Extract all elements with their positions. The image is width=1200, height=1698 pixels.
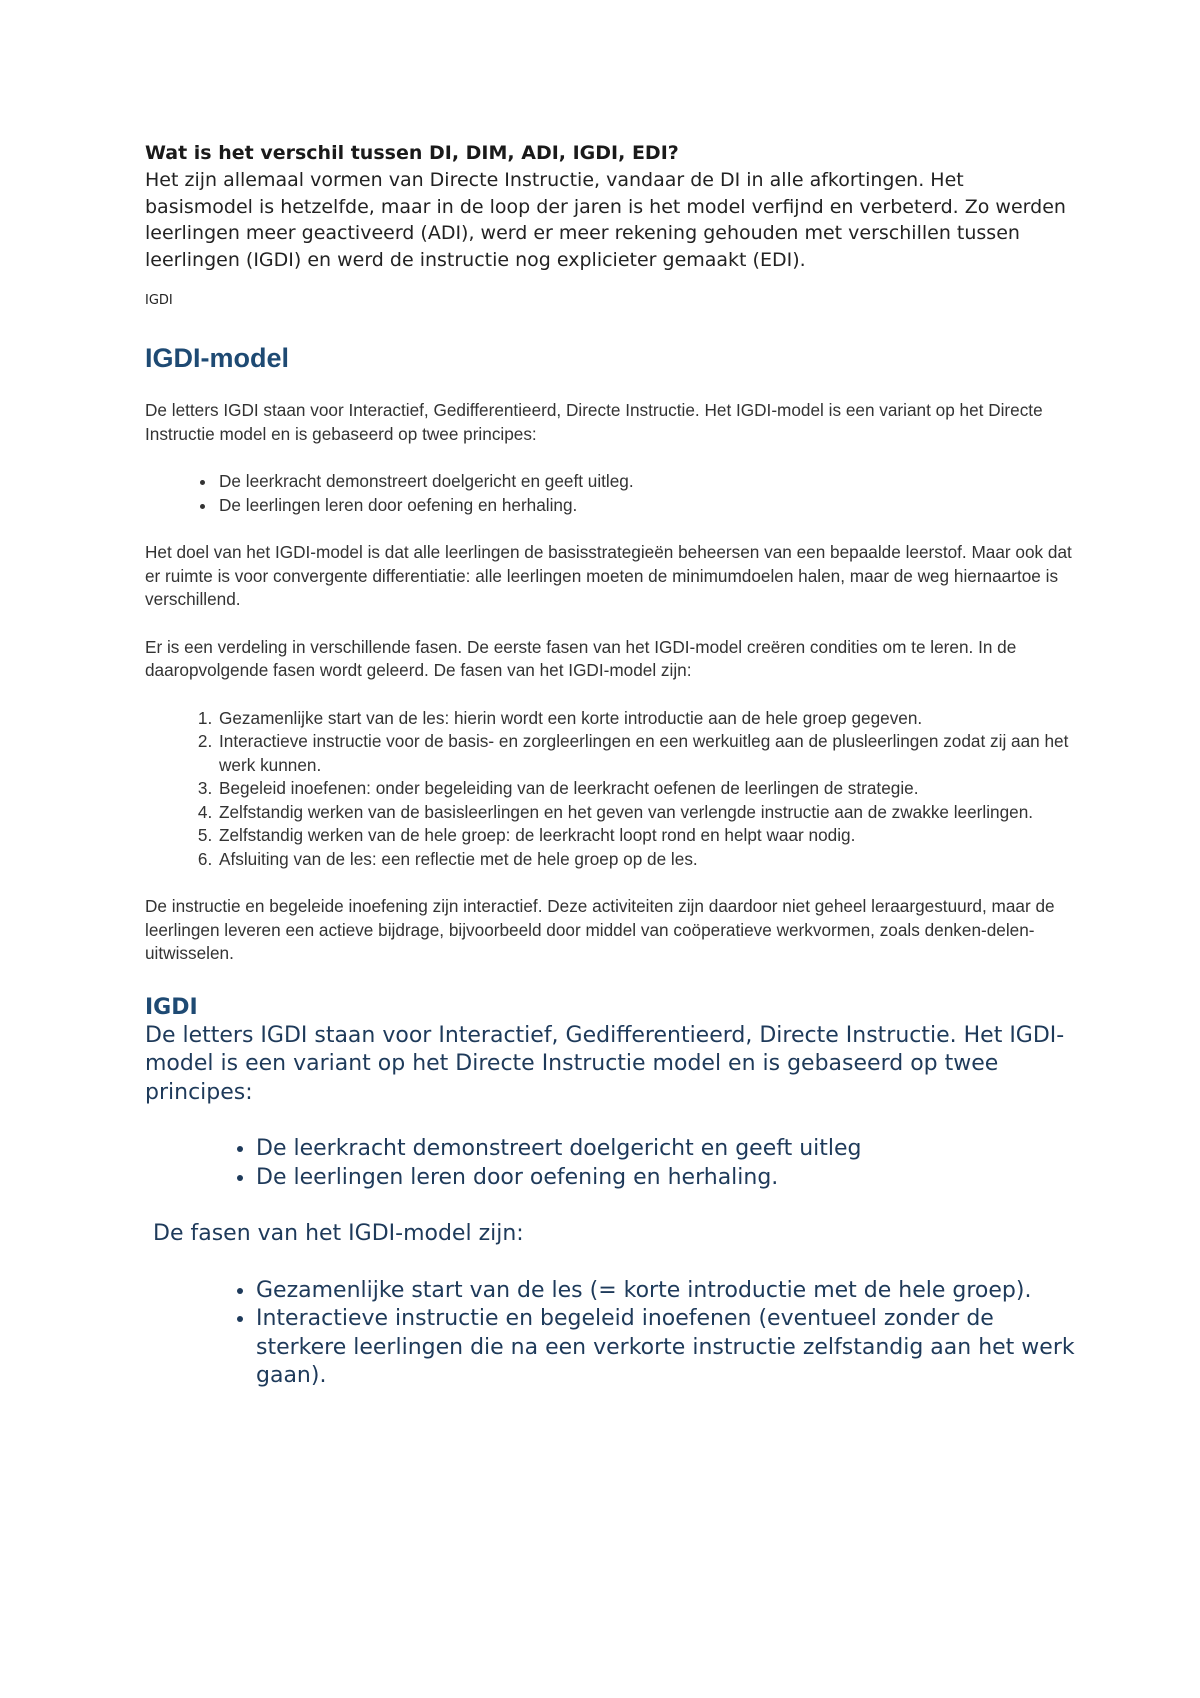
list-item: • Interactieve instructie en begeleid inoefenen (eventueel zonder de sterkere leerlingen die na een verkorte instructie zelfstandig aan het werk gaan). [256,1305,1075,1391]
summary-phases-label: De fasen van het IGDI-model zijn: [153,1221,524,1246]
igdi-model-heading: IGDI-model [145,343,290,373]
list-item: 6. Afsluiting van de les: een reflectie met de hele groep op de les. [217,848,1075,872]
list-item: 2. Interactieve instructie voor de basis- en zorgleerlingen en een werkuitleg aan de plusleerlingen zodat zij aan het werk kunnen. [217,730,1075,777]
question-title: Wat is het verschil tussen DI, DIM, ADI, IGDI, EDI? [145,142,679,164]
igdi-summary-title: IGDI [145,994,198,1020]
principles-list [145,470,1075,517]
phases-list [145,707,1075,872]
igdi-model-goal: Het doel van het IGDI-model is dat alle leerlingen de basisstrategieën beheersen van een bepaalde leerstof. Maar ook dat er ruimte is voor convergente differentiatie: alle leerlingen moeten de minimumdoelen halen, maar de weg hiernaartoe is verschillend. [145,542,1072,609]
small-label: IGDI [145,293,173,308]
list-item: • De leerlingen leren door oefening en herhaling. [217,494,1075,518]
list-item: 3. Begeleid inoefenen: onder begeleiding van de leerkracht oefenen de leerlingen de strategie. [217,777,1075,801]
igdi-model-intro: De letters IGDI staan voor Interactief, Gedifferentieerd, Directe Instructie. Het IGDI-model is een variant op het Directe Instructie model en is gebaseerd op twee principes: [145,400,1043,444]
list-item: 1. Gezamenlijke start van de les: hierin wordt een korte introductie aan de hele groep gegeven. [217,707,1075,731]
list-item: • De leerlingen leren door oefening en herhaling. [256,1164,1075,1193]
question-answer: Het zijn allemaal vormen van Directe Instructie, vandaar de DI in alle afkortingen. Het basismodel is hetzelfde, maar in de loop der jaren is het model verfijnd en verbeterd. Zo werden leerlingen meer geactiveerd (ADI), werd er meer rekening gehouden met verschillen tussen leerlingen (IGDI) en werd de instructie nog explicieter gemaakt (EDI). [145,169,1066,271]
igdi-summary-intro: De letters IGDI staan voor Interactief, Gedifferentieerd, Directe Instructie. Het IGDI-model is een variant op het Directe Instructie model en is gebaseerd op twee principes: [145,1022,1065,1105]
igdi-model-phases-intro: Er is een verdeling in verschillende fasen. De eerste fasen van het IGDI-model creëren condities om te leren. In de daaropvolgende fasen wordt geleerd. De fasen van het IGDI-model zijn: [145,636,1017,680]
list-item: 5. Zelfstandig werken van de hele groep: de leerkracht loopt rond en helpt waar nodig. [217,824,1075,848]
list-item: • Gezamenlijke start van de les (= korte introductie met de hele groep). [256,1277,1075,1306]
summary-principles-list [145,1135,1075,1192]
list-item: 4. Zelfstandig werken van de basisleerlingen en het geven van verlengde instructie aan de zwakke leerlingen. [217,801,1075,825]
document-content [145,140,1075,1391]
list-item: • De leerkracht demonstreert doelgericht en geeft uitleg. [217,470,1075,494]
list-item: • De leerkracht demonstreert doelgericht en geeft uitleg [256,1135,1075,1164]
igdi-model-closing: De instructie en begeleide inoefening zijn interactief. Deze activiteiten zijn daardoor niet geheel leraargestuurd, maar de leerlingen leveren een actieve bijdrage, bijvoorbeeld door middel van coöperatieve werkvormen, zoals denken-delen-uitwisselen. [145,896,1055,963]
summary-phases-list [145,1277,1075,1391]
